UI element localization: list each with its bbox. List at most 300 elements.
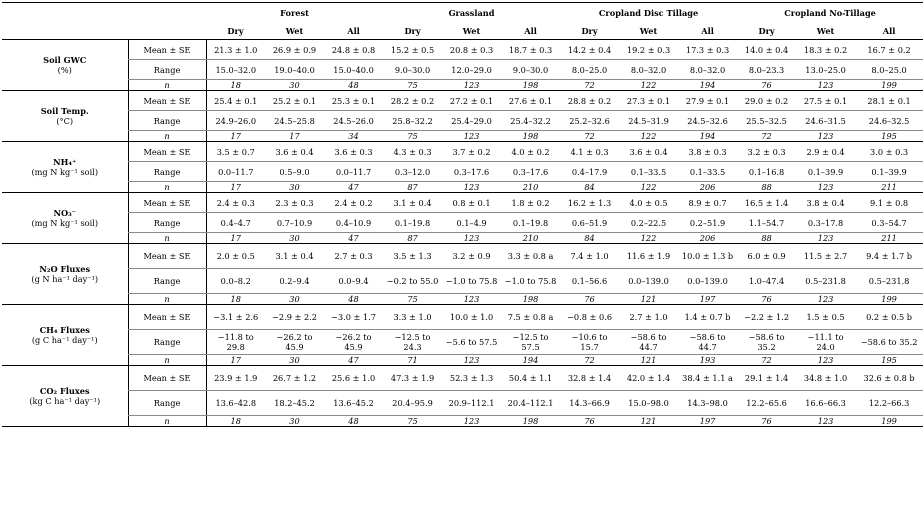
statistic-label: Range <box>128 391 206 416</box>
table-cell: 0.0–11.7 <box>206 162 265 182</box>
table-cell: 72 <box>737 131 796 142</box>
statistic-label: n <box>128 416 206 427</box>
table-cell: 8.9 ± 0.7 <box>678 193 737 213</box>
subheader-wet: Wet <box>265 22 324 40</box>
table-cell: 19.0–40.0 <box>265 60 324 80</box>
table-cell: 195 <box>855 131 923 142</box>
table-cell: 2.4 ± 0.3 <box>206 193 265 213</box>
table-cell: −5.6 to 57.5 <box>442 330 501 355</box>
table-cell: 9.0–30.0 <box>383 60 442 80</box>
table-cell: 84 <box>560 233 619 244</box>
table-cell: 18.3 ± 0.2 <box>796 40 855 60</box>
table-cell: 198 <box>501 80 560 91</box>
table-cell: 28.2 ± 0.2 <box>383 91 442 111</box>
table-cell: 76 <box>560 294 619 305</box>
table-cell: 17 <box>206 131 265 142</box>
table-cell: −11.8 to 29.8 <box>206 330 265 355</box>
table-cell: 7.4 ± 1.0 <box>560 244 619 269</box>
table-cell: 25.2 ± 0.1 <box>265 91 324 111</box>
table-cell: −2.9 ± 2.2 <box>265 305 324 330</box>
subheader-dry: Dry <box>560 22 619 40</box>
table-cell: 32.6 ± 0.8 b <box>855 366 923 391</box>
table-cell: 25.5–32.5 <box>737 111 796 131</box>
table-cell: 2.3 ± 0.3 <box>265 193 324 213</box>
group-header-cropland-disc: Cropland Disc Tillage <box>560 3 737 23</box>
table-cell: 29.0 ± 0.2 <box>737 91 796 111</box>
table-cell: 2.4 ± 0.2 <box>324 193 383 213</box>
variable-unit: (°C) <box>56 116 74 126</box>
table-cell: 193 <box>678 355 737 366</box>
table-cell: 38.4 ± 1.1 a <box>678 366 737 391</box>
table-cell: 3.5 ± 1.3 <box>383 244 442 269</box>
table-cell: 0.1–19.8 <box>383 213 442 233</box>
statistic-label: Mean ± SE <box>128 193 206 213</box>
subheader-dry: Dry <box>737 22 796 40</box>
table-cell: 198 <box>501 294 560 305</box>
table-row <box>2 131 923 142</box>
table-cell: 3.1 ± 0.4 <box>265 244 324 269</box>
table-cell: 0.1–56.6 <box>560 269 619 294</box>
table-cell: 2.7 ± 1.0 <box>619 305 678 330</box>
table-cell: 75 <box>383 416 442 427</box>
table-cell: 18 <box>206 80 265 91</box>
table-cell: 16.5 ± 1.4 <box>737 193 796 213</box>
table-cell: −12.5 to 57.5 <box>501 330 560 355</box>
statistic-label: Range <box>128 213 206 233</box>
table-cell: 30 <box>265 355 324 366</box>
header-empty <box>2 3 128 23</box>
table-cell: 123 <box>442 182 501 193</box>
table-cell: 0.3–17.6 <box>501 162 560 182</box>
header-empty <box>128 22 206 40</box>
statistic-label: Range <box>128 330 206 355</box>
table-cell: 20.9–112.1 <box>442 391 501 416</box>
table-cell: 2.7 ± 0.3 <box>324 244 383 269</box>
table-cell: 8.0–25.0 <box>560 60 619 80</box>
table-cell: 47 <box>324 355 383 366</box>
table-cell: 13.0–25.0 <box>796 60 855 80</box>
table-cell: 17 <box>206 233 265 244</box>
variable-unit: (g C ha⁻¹ day⁻¹) <box>31 335 98 345</box>
table-row <box>2 60 923 80</box>
table-cell: 3.1 ± 0.4 <box>383 193 442 213</box>
statistic-label: Mean ± SE <box>128 244 206 269</box>
group-header-grassland: Grassland <box>383 3 560 23</box>
table-cell: 1.0–47.4 <box>737 269 796 294</box>
table-cell: 27.6 ± 0.1 <box>501 91 560 111</box>
table-cell: 0.1–33.5 <box>619 162 678 182</box>
table-cell: 84 <box>560 182 619 193</box>
table-cell: −58.6 to 35.2 <box>737 330 796 355</box>
table-cell: 123 <box>796 355 855 366</box>
table-cell: −10.6 to 15.7 <box>560 330 619 355</box>
table-cell: 50.4 ± 1.1 <box>501 366 560 391</box>
subheader-row <box>2 22 923 40</box>
table-cell: 0.3–17.8 <box>796 213 855 233</box>
table-cell: 123 <box>796 182 855 193</box>
table-cell: 30 <box>265 294 324 305</box>
table-row <box>2 330 923 355</box>
table-cell: 121 <box>619 294 678 305</box>
statistic-label: n <box>128 233 206 244</box>
table-cell: 7.5 ± 0.8 a <box>501 305 560 330</box>
variable-unit: (mg N kg⁻¹ soil) <box>31 218 99 228</box>
table-cell: 122 <box>619 182 678 193</box>
table-row <box>2 213 923 233</box>
table-cell: 123 <box>796 416 855 427</box>
table-cell: 6.0 ± 0.9 <box>737 244 796 269</box>
group-header-cropland-notill: Cropland No-Tillage <box>737 3 923 23</box>
table-cell: 34 <box>324 131 383 142</box>
table-cell: 197 <box>678 294 737 305</box>
table-cell: −58.6 to 44.7 <box>619 330 678 355</box>
table-cell: 211 <box>855 233 923 244</box>
table-cell: 13.6–42.8 <box>206 391 265 416</box>
table-cell: 20.4–95.9 <box>383 391 442 416</box>
table-cell: 87 <box>383 233 442 244</box>
table-cell: 0.0–9.4 <box>324 269 383 294</box>
table-cell: 21.3 ± 1.0 <box>206 40 265 60</box>
table-cell: 123 <box>442 294 501 305</box>
subheader-all: All <box>324 22 383 40</box>
table-cell: 11.5 ± 2.7 <box>796 244 855 269</box>
statistic-label: Mean ± SE <box>128 91 206 111</box>
variable-unit: (mg N kg⁻¹ soil) <box>31 167 99 177</box>
table-cell: 0.1–16.8 <box>737 162 796 182</box>
table-row <box>2 366 923 391</box>
table-cell: −1.0 to 75.8 <box>501 269 560 294</box>
table-cell: 18 <box>206 416 265 427</box>
table-cell: 17 <box>206 182 265 193</box>
table-cell: 198 <box>501 416 560 427</box>
table-cell: 30 <box>265 80 324 91</box>
table-cell: 4.1 ± 0.3 <box>560 142 619 162</box>
table-cell: 72 <box>560 80 619 91</box>
table-cell: 0.1–4.9 <box>442 213 501 233</box>
table-cell: 12.2–66.3 <box>855 391 923 416</box>
table-cell: 15.2 ± 0.5 <box>383 40 442 60</box>
variable-name: Soil GWC <box>43 55 87 65</box>
table-cell: 9.1 ± 0.8 <box>855 193 923 213</box>
table-cell: 17 <box>206 355 265 366</box>
table-cell: 0.5–231.8 <box>855 269 923 294</box>
table-row <box>2 269 923 294</box>
statistic-label: Mean ± SE <box>128 142 206 162</box>
table-cell: 206 <box>678 182 737 193</box>
table-cell: 121 <box>619 416 678 427</box>
table-cell: 17.3 ± 0.3 <box>678 40 737 60</box>
table-cell: 194 <box>678 131 737 142</box>
table-cell: 32.8 ± 1.4 <box>560 366 619 391</box>
table-cell: 27.5 ± 0.1 <box>796 91 855 111</box>
subheader-wet: Wet <box>619 22 678 40</box>
variable-name: CH₄ Fluxes <box>39 325 90 335</box>
table-cell: 2.0 ± 0.5 <box>206 244 265 269</box>
table-cell: 3.5 ± 0.7 <box>206 142 265 162</box>
table-cell: 14.3–66.9 <box>560 391 619 416</box>
table-cell: 199 <box>855 80 923 91</box>
table-cell: 26.9 ± 0.9 <box>265 40 324 60</box>
table-cell: 123 <box>442 416 501 427</box>
table-cell: 42.0 ± 1.4 <box>619 366 678 391</box>
variable-name: CO₂ Fluxes <box>39 386 90 396</box>
table-cell: 0.4–4.7 <box>206 213 265 233</box>
table-cell: 0.0–8.2 <box>206 269 265 294</box>
table-cell: 0.0–11.7 <box>324 162 383 182</box>
table-row <box>2 416 923 427</box>
table-cell: 15.0–98.0 <box>619 391 678 416</box>
table-cell: 76 <box>560 416 619 427</box>
table-cell: 47 <box>324 182 383 193</box>
table-cell: 0.2 ± 0.5 b <box>855 305 923 330</box>
table-cell: 4.3 ± 0.3 <box>383 142 442 162</box>
table-cell: −58.6 to 44.7 <box>678 330 737 355</box>
table-cell: 19.2 ± 0.3 <box>619 40 678 60</box>
table-cell: −0.2 to 55.0 <box>383 269 442 294</box>
table-cell: 10.0 ± 1.0 <box>442 305 501 330</box>
table-row <box>2 305 923 330</box>
table-cell: 0.1–19.8 <box>501 213 560 233</box>
table-cell: 25.3 ± 0.1 <box>324 91 383 111</box>
table-cell: 71 <box>383 355 442 366</box>
table-cell: 210 <box>501 182 560 193</box>
table-row <box>2 244 923 269</box>
subheader-dry: Dry <box>206 22 265 40</box>
table-cell: 123 <box>796 233 855 244</box>
table-row <box>2 355 923 366</box>
table-cell: 15.0–40.0 <box>324 60 383 80</box>
table-cell: 123 <box>442 131 501 142</box>
table-cell: 3.3 ± 1.0 <box>383 305 442 330</box>
table-cell: 18.2–45.2 <box>265 391 324 416</box>
variable-label <box>2 305 128 366</box>
table-cell: 25.4–29.0 <box>442 111 501 131</box>
table-cell: 123 <box>442 80 501 91</box>
table-cell: 206 <box>678 233 737 244</box>
table-cell: 28.1 ± 0.1 <box>855 91 923 111</box>
table-cell: 0.0–139.0 <box>619 269 678 294</box>
table-cell: 18 <box>206 294 265 305</box>
statistic-label: Range <box>128 269 206 294</box>
table-cell: 199 <box>855 416 923 427</box>
statistic-label: Mean ± SE <box>128 40 206 60</box>
table-cell: 3.0 ± 0.3 <box>855 142 923 162</box>
table-cell: 72 <box>560 355 619 366</box>
table-cell: −26.2 to 45.9 <box>265 330 324 355</box>
table-row <box>2 142 923 162</box>
table-cell: 8.0–32.0 <box>619 60 678 80</box>
table-cell: 3.6 ± 0.4 <box>265 142 324 162</box>
table-cell: 14.3–98.0 <box>678 391 737 416</box>
statistic-label: Range <box>128 111 206 131</box>
table-row <box>2 182 923 193</box>
statistic-label: Mean ± SE <box>128 305 206 330</box>
table-cell: 0.0–139.0 <box>678 269 737 294</box>
table-cell: 1.1–54.7 <box>737 213 796 233</box>
table-cell: 24.6–31.5 <box>796 111 855 131</box>
table-cell: 25.4–32.2 <box>501 111 560 131</box>
table-cell: −3.1 ± 2.6 <box>206 305 265 330</box>
variable-label <box>2 40 128 91</box>
table-row <box>2 40 923 60</box>
statistic-label: Range <box>128 60 206 80</box>
table-cell: 8.0–25.0 <box>855 60 923 80</box>
table-cell: 15.0–32.0 <box>206 60 265 80</box>
table-cell: 198 <box>501 131 560 142</box>
table-cell: 75 <box>383 80 442 91</box>
statistic-label: n <box>128 182 206 193</box>
variable-name: N₂O Fluxes <box>39 264 91 274</box>
subheader-all: All <box>855 22 923 40</box>
table-cell: 3.8 ± 0.4 <box>796 193 855 213</box>
table-cell: 24.5–26.0 <box>324 111 383 131</box>
table-cell: 27.2 ± 0.1 <box>442 91 501 111</box>
table-cell: −3.0 ± 1.7 <box>324 305 383 330</box>
table-cell: −26.2 to 45.9 <box>324 330 383 355</box>
variable-unit: (g N ha⁻¹ day⁻¹) <box>31 274 99 284</box>
table-cell: 3.8 ± 0.3 <box>678 142 737 162</box>
table-cell: 0.5–231.8 <box>796 269 855 294</box>
table-cell: 76 <box>737 416 796 427</box>
table-cell: 24.8 ± 0.8 <box>324 40 383 60</box>
table-cell: 199 <box>855 294 923 305</box>
table-row <box>2 91 923 111</box>
table-cell: −11.1 to 24.0 <box>796 330 855 355</box>
table-cell: 48 <box>324 80 383 91</box>
table-cell: 123 <box>796 131 855 142</box>
subheader-wet: Wet <box>796 22 855 40</box>
table-cell: 0.3–12.0 <box>383 162 442 182</box>
table-cell: 18.7 ± 0.3 <box>501 40 560 60</box>
data-table <box>2 2 923 427</box>
header-empty <box>128 3 206 23</box>
table-cell: 123 <box>442 233 501 244</box>
table-cell: 121 <box>619 355 678 366</box>
table-cell: −58.6 to 35.2 <box>855 330 923 355</box>
variable-label <box>2 91 128 142</box>
table-cell: 195 <box>855 355 923 366</box>
subheader-all: All <box>678 22 737 40</box>
variable-unit: (kg C ha⁻¹ day⁻¹) <box>29 396 101 406</box>
table-cell: 9.4 ± 1.7 b <box>855 244 923 269</box>
table-cell: 72 <box>737 355 796 366</box>
table-cell: 20.8 ± 0.3 <box>442 40 501 60</box>
table-cell: 88 <box>737 182 796 193</box>
table-row <box>2 391 923 416</box>
table-cell: 24.5–25.8 <box>265 111 324 131</box>
table-cell: 13.6–45.2 <box>324 391 383 416</box>
table-cell: 27.9 ± 0.1 <box>678 91 737 111</box>
table-cell: 0.7–10.9 <box>265 213 324 233</box>
table-cell: 1.8 ± 0.2 <box>501 193 560 213</box>
table-cell: 194 <box>501 355 560 366</box>
table-cell: 26.7 ± 1.2 <box>265 366 324 391</box>
table-cell: 3.2 ± 0.3 <box>737 142 796 162</box>
table-cell: 12.2–65.6 <box>737 391 796 416</box>
table-cell: 20.4–112.1 <box>501 391 560 416</box>
table-cell: 25.2–32.6 <box>560 111 619 131</box>
table-cell: 30 <box>265 416 324 427</box>
variable-label <box>2 244 128 305</box>
subheader-all: All <box>501 22 560 40</box>
table-cell: −1.0 to 75.8 <box>442 269 501 294</box>
table-cell: 0.5–9.0 <box>265 162 324 182</box>
variable-name: Soil Temp. <box>40 106 89 116</box>
table-cell: 122 <box>619 131 678 142</box>
table-cell: 0.1–39.9 <box>796 162 855 182</box>
table-cell: 29.1 ± 1.4 <box>737 366 796 391</box>
table-cell: 47.3 ± 1.9 <box>383 366 442 391</box>
table-cell: 211 <box>855 182 923 193</box>
table-cell: 25.8–32.2 <box>383 111 442 131</box>
table-cell: 0.1–33.5 <box>678 162 737 182</box>
table-cell: 122 <box>619 80 678 91</box>
table-cell: 3.3 ± 0.8 a <box>501 244 560 269</box>
table-row <box>2 162 923 182</box>
group-header-forest: Forest <box>206 3 383 23</box>
variable-label <box>2 366 128 427</box>
table-cell: 8.0–32.0 <box>678 60 737 80</box>
table-cell: −12.5 to 24.3 <box>383 330 442 355</box>
table-row <box>2 294 923 305</box>
table-cell: 12.0–29.0 <box>442 60 501 80</box>
table-body <box>2 40 923 427</box>
table-cell: 17 <box>265 131 324 142</box>
variable-label <box>2 142 128 193</box>
table-cell: 23.9 ± 1.9 <box>206 366 265 391</box>
table-cell: 30 <box>265 182 324 193</box>
table-cell: 123 <box>796 80 855 91</box>
table-cell: −2.2 ± 1.2 <box>737 305 796 330</box>
table-cell: 24.9–26.0 <box>206 111 265 131</box>
table-cell: 76 <box>737 80 796 91</box>
variable-name: NO₃⁻ <box>53 208 77 218</box>
table-cell: 4.0 ± 0.2 <box>501 142 560 162</box>
table-cell: 0.2–9.4 <box>265 269 324 294</box>
table-cell: 3.6 ± 0.3 <box>324 142 383 162</box>
table-row <box>2 193 923 213</box>
table-cell: 197 <box>678 416 737 427</box>
table-cell: 52.3 ± 1.3 <box>442 366 501 391</box>
table-cell: 16.2 ± 1.3 <box>560 193 619 213</box>
statistic-label: n <box>128 80 206 91</box>
table-cell: 0.4–17.9 <box>560 162 619 182</box>
table-row <box>2 233 923 244</box>
table-cell: 1.5 ± 0.5 <box>796 305 855 330</box>
table-cell: 0.8 ± 0.1 <box>442 193 501 213</box>
table-cell: 10.0 ± 1.3 b <box>678 244 737 269</box>
table-cell: 87 <box>383 182 442 193</box>
table-cell: 14.2 ± 0.4 <box>560 40 619 60</box>
table-cell: 48 <box>324 416 383 427</box>
table-cell: 9.0–30.0 <box>501 60 560 80</box>
statistic-label: Mean ± SE <box>128 366 206 391</box>
table-cell: 0.3–54.7 <box>855 213 923 233</box>
table-cell: 47 <box>324 233 383 244</box>
table-cell: 210 <box>501 233 560 244</box>
table-cell: 0.2–22.5 <box>619 213 678 233</box>
table-cell: 4.0 ± 0.5 <box>619 193 678 213</box>
table-cell: 30 <box>265 233 324 244</box>
table-cell: 14.0 ± 0.4 <box>737 40 796 60</box>
table-cell: 24.5–32.6 <box>678 111 737 131</box>
table-cell: 76 <box>737 294 796 305</box>
subheader-dry: Dry <box>383 22 442 40</box>
table-cell: 194 <box>678 80 737 91</box>
table-cell: 0.3–17.6 <box>442 162 501 182</box>
statistic-label: n <box>128 294 206 305</box>
table-cell: 3.6 ± 0.4 <box>619 142 678 162</box>
